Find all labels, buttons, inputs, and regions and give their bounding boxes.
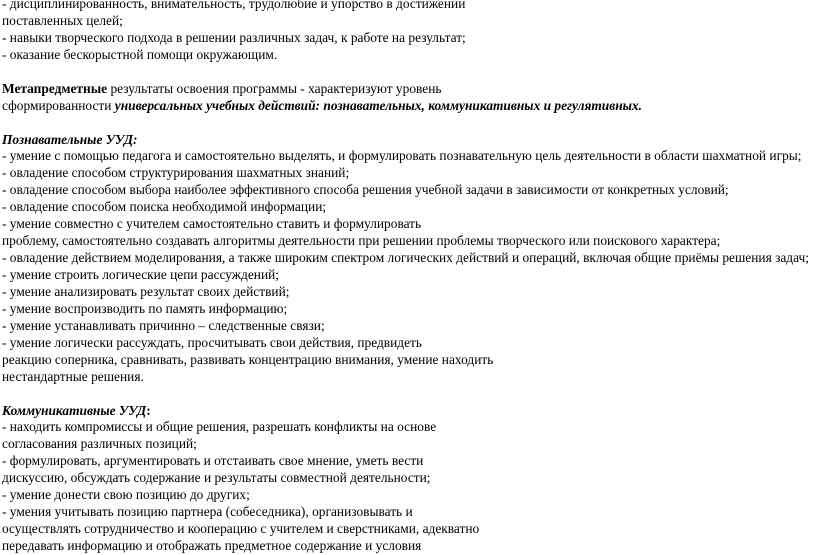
paragraph-gap [2,64,816,81]
communicative-heading-text: Коммуникативные УУД [2,402,147,418]
cognitive-line: реакцию соперника, сравнивать, развивать концентрацию внимания, умение находить [2,351,494,367]
communicative-line: - умения учитывать позицию партнера (собеседника), организовывать и [2,504,413,520]
cognitive-line: - умение анализировать результат своих действий; [2,283,290,299]
cognitive-line: - умение логически рассуждать, просчитывать свои действия, предвидеть [2,334,423,350]
meta-rest: результаты освоения программы - характеризуют уровень [107,80,442,96]
communicative-line: дискуссию, обсуждать содержание и результаты совместной деятельности; [2,470,431,486]
cognitive-line: - овладение способом поиска необходимой информации; [2,199,327,215]
cognitive-line: - умение совместно с учителем самостоятельно ставить и формулировать [2,216,422,232]
intro-line: поставленных целей; [2,12,123,28]
meta-line-1 [2,81,816,98]
communicative-section [2,403,816,555]
communicative-line: - формулировать, аргументировать и отстаивать свое мнение, уметь вести [2,453,424,469]
cognitive-line: проблему, самостоятельно создавать алгоритмы деятельности при решении проблемы творческого или поискового характера; [2,233,721,249]
meta-line2-prefix: сформированности [2,97,115,113]
cognitive-line: - умение с помощью педагога и самостоятельно выделять, и формулировать познавательную цель деятельности в области шахматной игры; [2,148,802,164]
communicative-line: осуществлять сотрудничество и кооперацию с учителем и сверстниками, адекватно [2,521,480,537]
communicative-heading [2,403,816,420]
intro-section [2,0,816,64]
cognitive-line: нестандартные решения. [2,368,144,384]
cognitive-line: - овладение способом структурирования шахматных знаний; [2,165,350,181]
cognitive-line: - умение воспроизводить по память информацию; [2,300,288,316]
communicative-heading-colon: : [146,402,151,418]
meta-label: Метапредметные [2,80,108,96]
cognitive-heading: Познавательные УУД: [2,131,138,147]
cognitive-line: - овладение способом выбора наиболее эффективного способа решения учебной задачи в зависимости от конкретных условий; [2,182,729,198]
cognitive-line: - овладение действием моделирования, а также широким спектром логических действий и операций, включая общие приёмы решения задач; [2,250,809,266]
cognitive-section [2,132,816,386]
meta-section [2,81,816,115]
document-page [2,0,816,555]
intro-line: - навыки творческого подхода в решении различных задач, к работе на результат; [2,29,466,45]
meta-line2-emphasis: универсальных учебных действий: познавательных, коммуникативных и регулятивных. [114,97,642,113]
cognitive-line: - умение устанавливать причинно – следственные связи; [2,317,325,333]
paragraph-gap [2,386,816,403]
paragraph-gap [2,115,816,132]
communicative-line: согласования различных позиций; [2,436,197,452]
communicative-line: - находить компромиссы и общие решения, разрешать конфликты на основе [2,419,437,435]
communicative-line: передавать информацию и отображать предметное содержание и условия [2,538,422,553]
intro-line: - дисциплинированность, внимательность, трудолюбие и упорство в достижении [2,0,466,11]
cognitive-line: - умение строить логические цепи рассуждений; [2,267,280,282]
intro-line: - оказание бескорыстной помощи окружающим. [2,46,278,62]
meta-line-2 [2,98,816,115]
communicative-line: - умение донести свою позицию до других; [2,487,250,503]
